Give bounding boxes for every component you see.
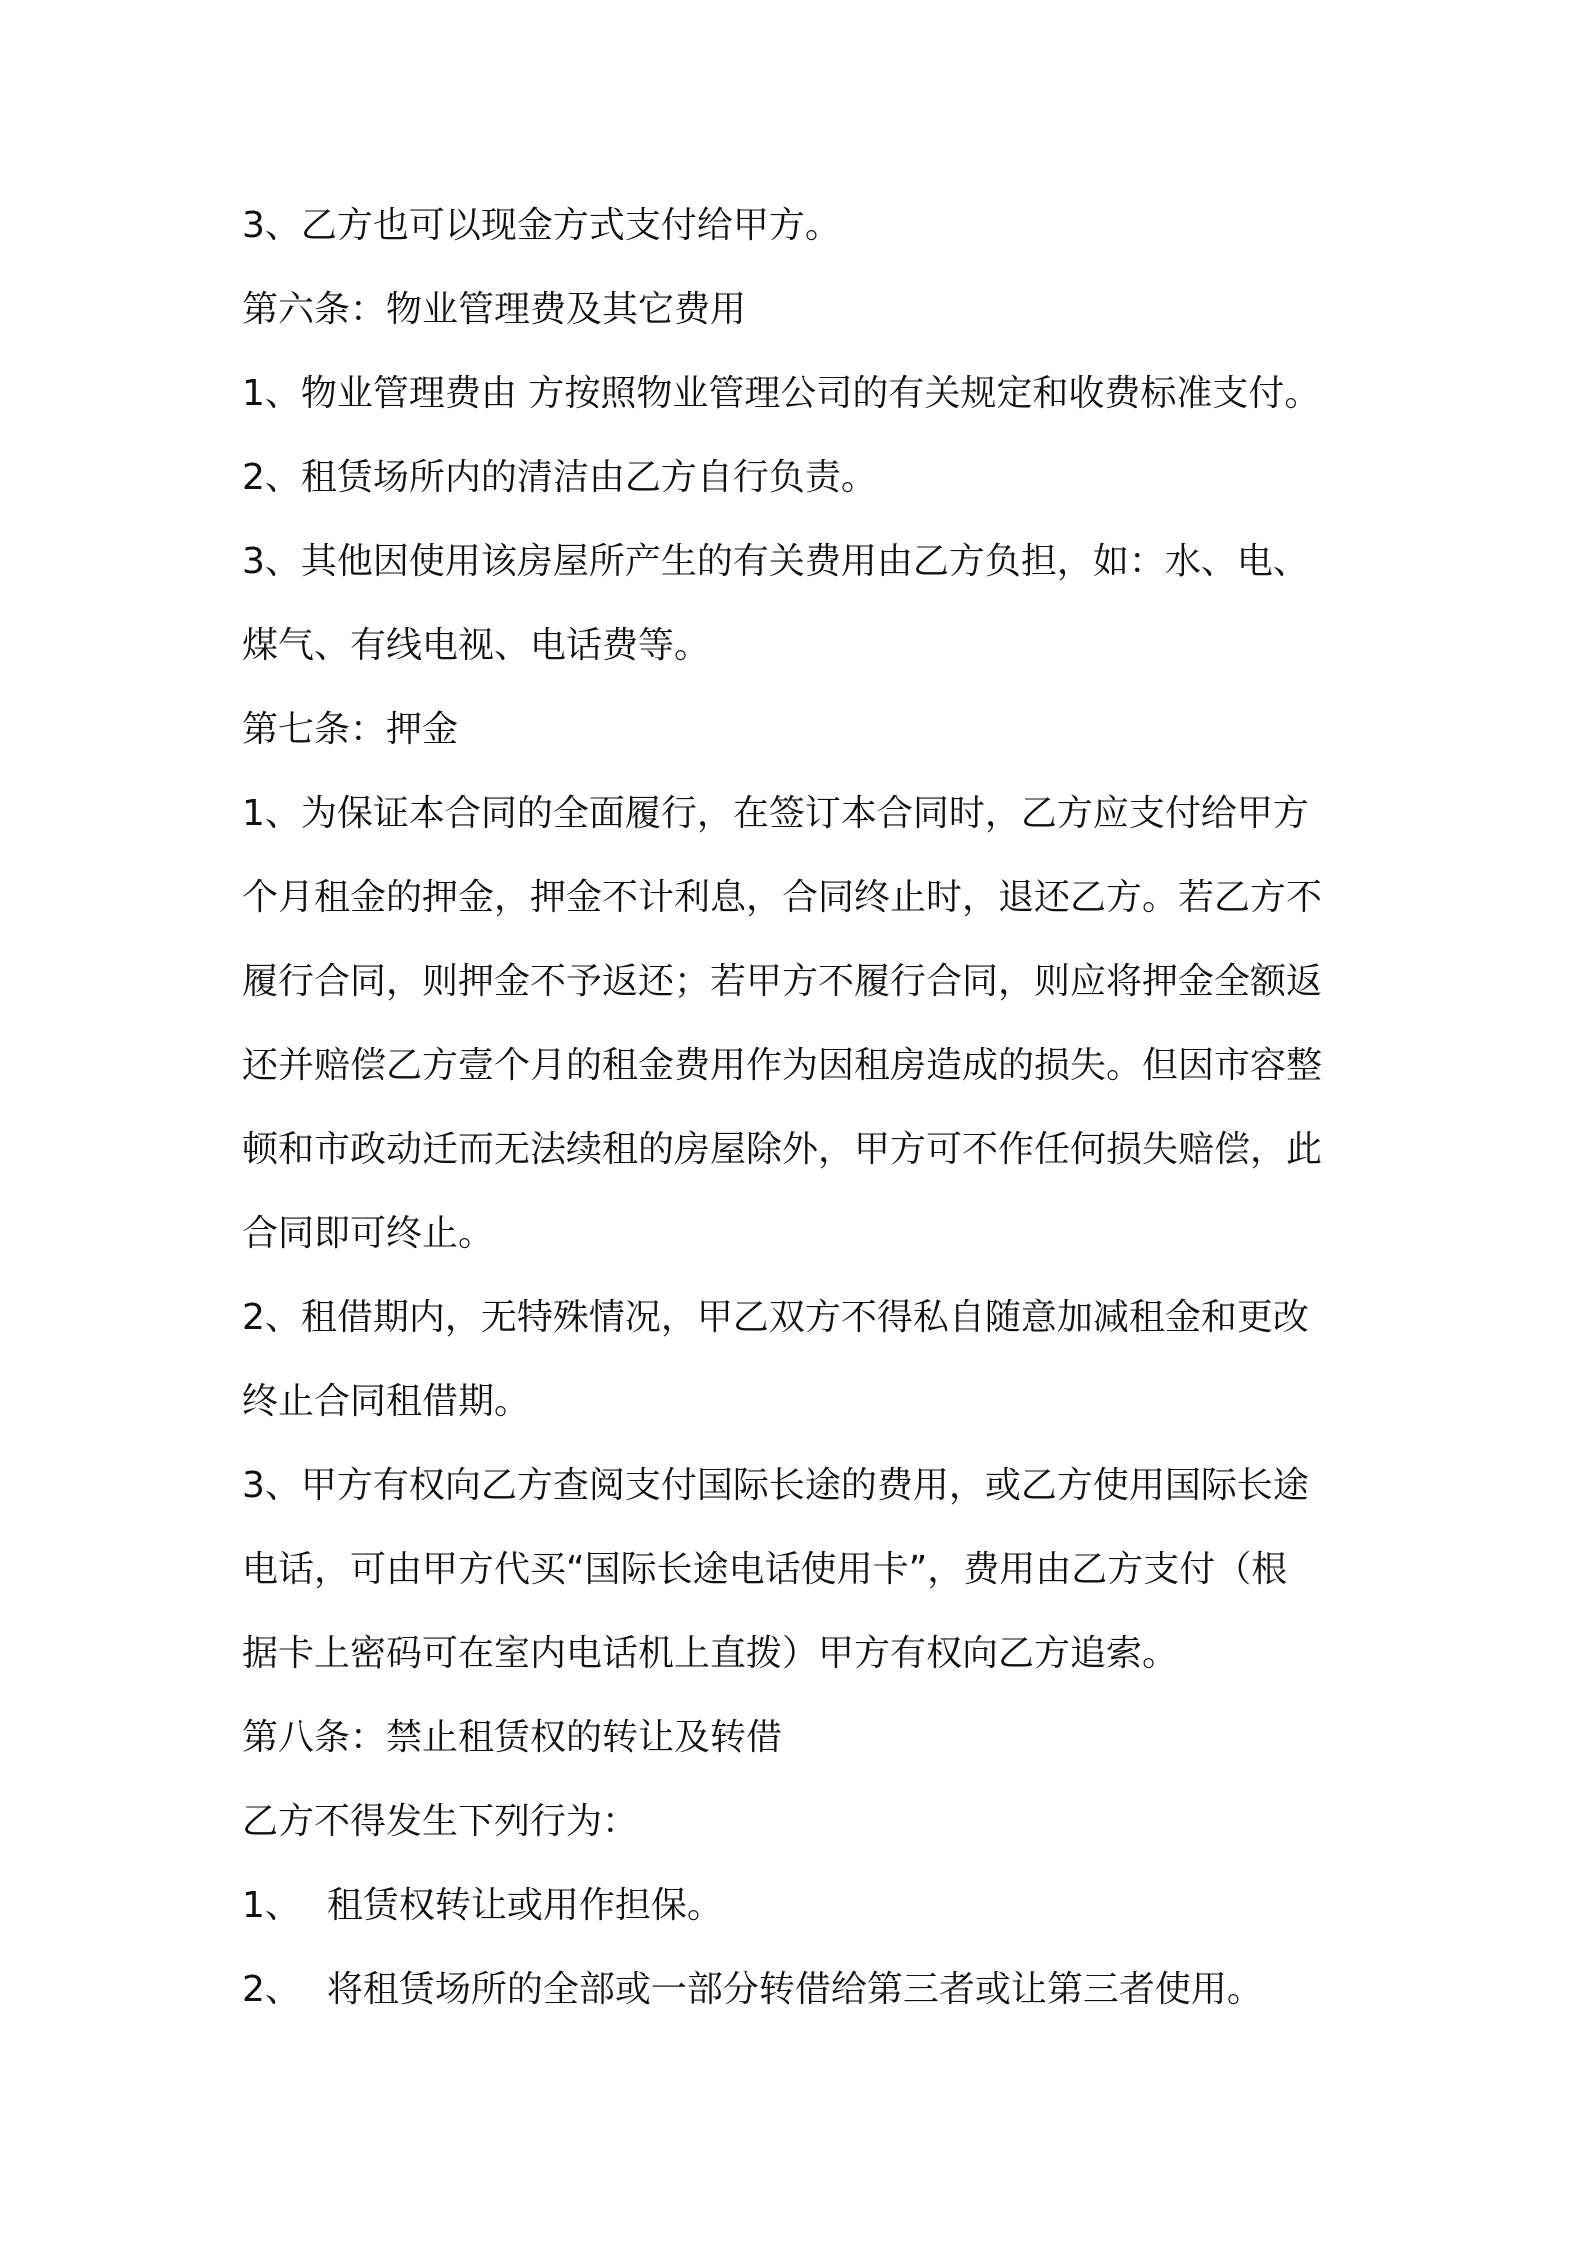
article-7-item-1-line-6: 合同即可终止。 [242,1213,495,1254]
article-8-intro: 乙方不得发生下列行为： [242,1801,639,1842]
list-number: 1、 [242,1885,301,1926]
article-6-item-2: 2、租赁场所内的清洁由乙方自行负责。 [242,457,877,498]
article-6-item-1: 1、物业管理费由 方按照物业管理公司的有关规定和收费标准支付。 [242,373,1321,414]
article-7-item-2-line-2: 终止合同租借期。 [242,1381,531,1422]
list-text: 将租赁场所的全部或一部分转借给第三者或让第三者使用。 [326,1969,1263,2010]
article-7-item-1-line-5: 顿和市政动迁而无法续租的房屋除外，甲方可不作任何损失赔偿，此 [242,1129,1323,1170]
article-8-heading: 第八条：禁止租赁权的转让及转借 [242,1717,783,1758]
article-7-heading: 第七条：押金 [242,709,459,750]
article-7-item-1-line-1: 1、为保证本合同的全面履行，在签订本合同时，乙方应支付给甲方 [242,793,1309,834]
clause-5-item-3: 3、乙方也可以现金方式支付给甲方。 [242,205,841,246]
article-7-item-3-line-3: 据卡上密码可在室内电话机上直拨）甲方有权向乙方追索。 [242,1633,1179,1674]
article-7-item-3-line-1: 3、甲方有权向乙方查阅支付国际长途的费用，或乙方使用国际长途 [242,1465,1309,1506]
article-7-item-1-line-4: 还并赔偿乙方壹个月的租金费用作为因租房造成的损失。但因市容整 [242,1045,1323,1086]
article-6-heading: 第六条：物业管理费及其它费用 [242,289,747,330]
list-number: 2、 [242,1969,301,2010]
article-6-item-3-line-1: 3、其他因使用该房屋所产生的有关费用由乙方负担，如：水、电、 [242,541,1309,582]
article-8-list-item-1 [242,1884,723,1928]
article-7-item-2-line-1: 2、租借期内，无特殊情况，甲乙双方不得私自随意加减租金和更改 [242,1297,1309,1338]
article-8-list-item-2 [242,1968,1263,2012]
article-7-item-1-line-3: 履行合同，则押金不予返还；若甲方不履行合同，则应将押金全额返 [242,961,1323,1002]
list-text: 租赁权转让或用作担保。 [326,1885,723,1926]
article-6-item-3-line-2: 煤气、有线电视、电话费等。 [242,625,711,666]
article-7-item-3-line-2: 电话，可由甲方代买“国际长途电话使用卡”，费用由乙方支付（根 [242,1549,1288,1590]
article-7-item-1-line-2: 个月租金的押金，押金不计利息，合同终止时，退还乙方。若乙方不 [242,877,1323,918]
